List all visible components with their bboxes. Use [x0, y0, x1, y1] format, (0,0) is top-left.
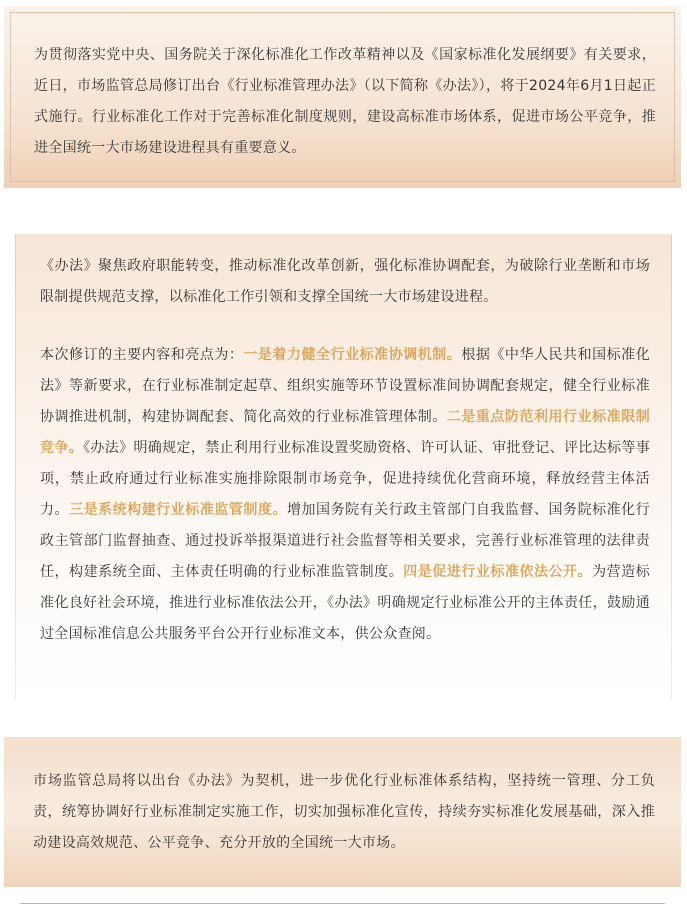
point-4-title: 四是促进行业标准依法公开。 — [403, 564, 593, 580]
point-4-text: 为营造标准化良好社会环境，推进行业标准依法公开，《办法》明确规定行业标准公开的主体责任，鼓励通过全国标准信息公共服务平台公开行业标准文本，供公众查阅。 — [40, 564, 651, 642]
closing-paragraph: 市场监管总局将以出台《办法》为契机，进一步优化行业标准体系结构，坚持统一管理、分工负责，统筹协调好行业标准制定实施工作，切实加强标准化宣传，持续夯实标准化发展基础，深入推动建设高效规范、公平竞争、充分开放的全国统一大市场。 — [33, 773, 655, 851]
point-2-title: 二是重点防范利用行业标准限制竞争。 — [40, 409, 650, 456]
point-2-text: 《办法》明确规定，禁止利用行业标准设置奖励资格、许可认证、审批登记、评比达标等事项，禁止政府通过行业标准实施排除限制市场竞争，促进持续优化营商环境，释放经营主体活力。 — [40, 440, 651, 518]
closing-card — [4, 737, 681, 887]
key-points-lead: 本次修订的主要内容和亮点为： — [40, 347, 244, 363]
bottom-divider — [20, 903, 665, 904]
details-card — [15, 234, 672, 700]
point-3-text: 增加国务院有关行政主管部门自我监督、国务院标准化行政主管部门监督抽查、通过投诉举报渠道进行社会监督等相关要求，完善行业标准管理的法律责任，构建系统全面、主体责任明确的行业标准监管制度。 — [40, 502, 650, 580]
point-1-title: 一是着力健全行业标准协调机制。 — [243, 347, 462, 363]
details-summary-paragraph: 《办法》聚焦政府职能转变，推动标准化改革创新，强化标准协调配套，为破除行业垄断和市场限制提供规范支撑，以标准化工作引领和支撑全国统一大市场建设进程。 — [40, 258, 650, 305]
key-points-paragraph — [40, 340, 650, 650]
intro-paragraph: 为贯彻落实党中央、国务院关于深化标准化工作改革精神以及《国家标准化发展纲要》有关要求，近日，市场监管总局修订出台《行业标准管理办法》（以下简称《办法》），将于2024年6月1日起正式施行。行业标准化工作对于完善标准化制度规则，建设高标准市场体系，促进市场公平竞争，推进全国统一大市场建设进程具有重要意义。 — [34, 47, 656, 156]
point-3-title: 三是系统构建行业标准监管制度。 — [69, 502, 287, 518]
point-1-text: 根据《中华人民共和国标准化法》等新要求，在行业标准制定起草、组织实施等环节设置标准间协调配套规定，健全行业标准协调推进机制，构建协调配套、简化高效的行业标准管理体制。 — [40, 347, 650, 425]
intro-card — [4, 6, 681, 188]
